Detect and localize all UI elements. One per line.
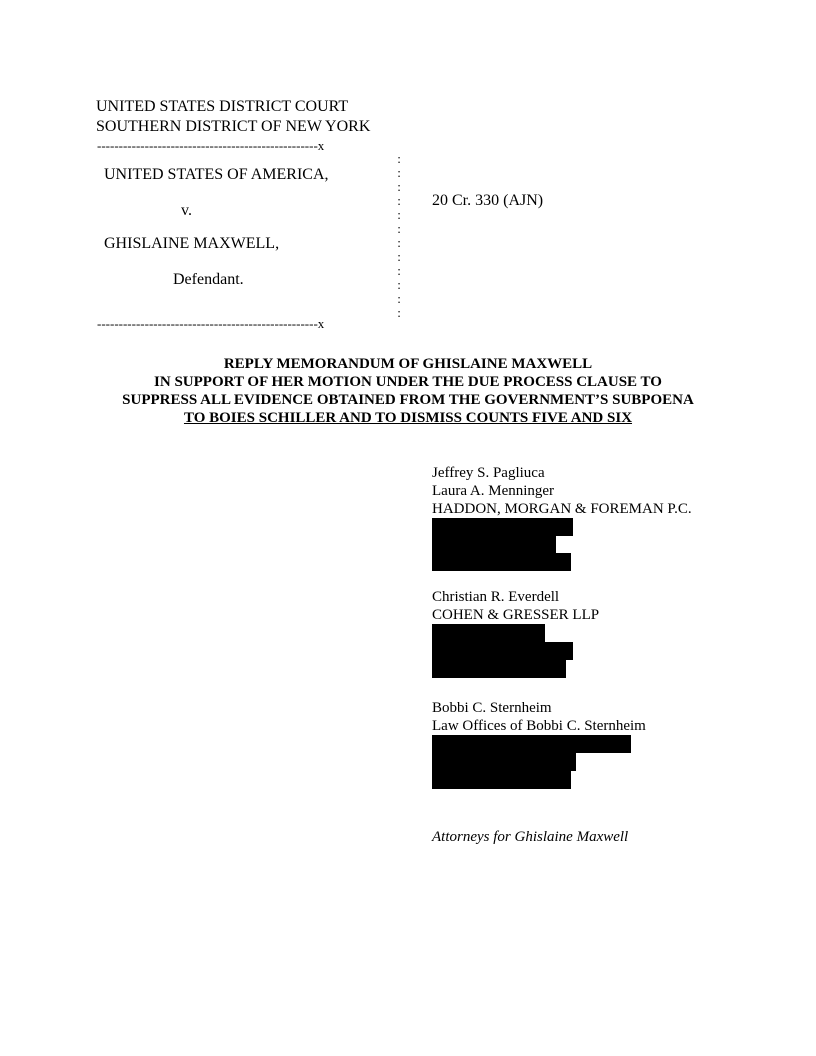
redaction-block <box>432 753 576 771</box>
caption-colon-separator: : : : : : : : : : : : : <box>397 151 401 320</box>
firm-haddon-morgan: HADDON, MORGAN & FOREMAN P.C. <box>432 501 692 517</box>
redaction-block <box>432 536 556 554</box>
title-line-1: REPLY MEMORANDUM OF GHISLAINE MAXWELL <box>223 356 593 372</box>
redaction-block <box>432 624 545 642</box>
versus-label: v. <box>181 202 192 219</box>
firm-cohen-gresser: COHEN & GRESSER LLP <box>432 607 600 623</box>
attorney-sternheim: Bobbi C. Sternheim <box>432 700 552 716</box>
court-district: SOUTHERN DISTRICT OF NEW YORK <box>96 118 371 135</box>
caption-top-rule: ---------------------------------------------------x <box>97 138 325 153</box>
title-line-3: SUPPRESS ALL EVIDENCE OBTAINED FROM THE GOVERNMENT’S SUBPOENA <box>122 392 694 408</box>
attorneys-for-label: Attorneys for Ghislaine Maxwell <box>432 829 629 845</box>
caption-bottom-rule: ---------------------------------------------------x <box>97 316 325 331</box>
case-number: 20 Cr. 330 (AJN) <box>432 192 544 209</box>
redaction-block <box>432 553 571 571</box>
defendant-label: Defendant. <box>173 271 244 288</box>
redaction-block <box>432 735 631 753</box>
title-line-4: TO BOIES SCHILLER AND TO DISMISS COUNTS FIVE AND SIX <box>183 410 633 426</box>
firm-sternheim: Law Offices of Bobbi C. Sternheim <box>432 718 646 734</box>
attorney-everdell: Christian R. Everdell <box>432 589 560 605</box>
redaction-block <box>432 518 573 536</box>
plaintiff-name: UNITED STATES OF AMERICA, <box>104 166 329 183</box>
title-line-2: IN SUPPORT OF HER MOTION UNDER THE DUE PROCESS CLAUSE TO <box>154 374 662 390</box>
court-name: UNITED STATES DISTRICT COURT <box>96 98 349 115</box>
defendant-name: GHISLAINE MAXWELL, <box>104 235 280 252</box>
redaction-block <box>432 642 573 660</box>
redaction-block <box>432 660 566 678</box>
attorney-menninger: Laura A. Menninger <box>432 483 555 499</box>
document-title <box>0 355 816 427</box>
attorney-pagliuca: Jeffrey S. Pagliuca <box>432 465 545 481</box>
redaction-block <box>432 771 571 789</box>
